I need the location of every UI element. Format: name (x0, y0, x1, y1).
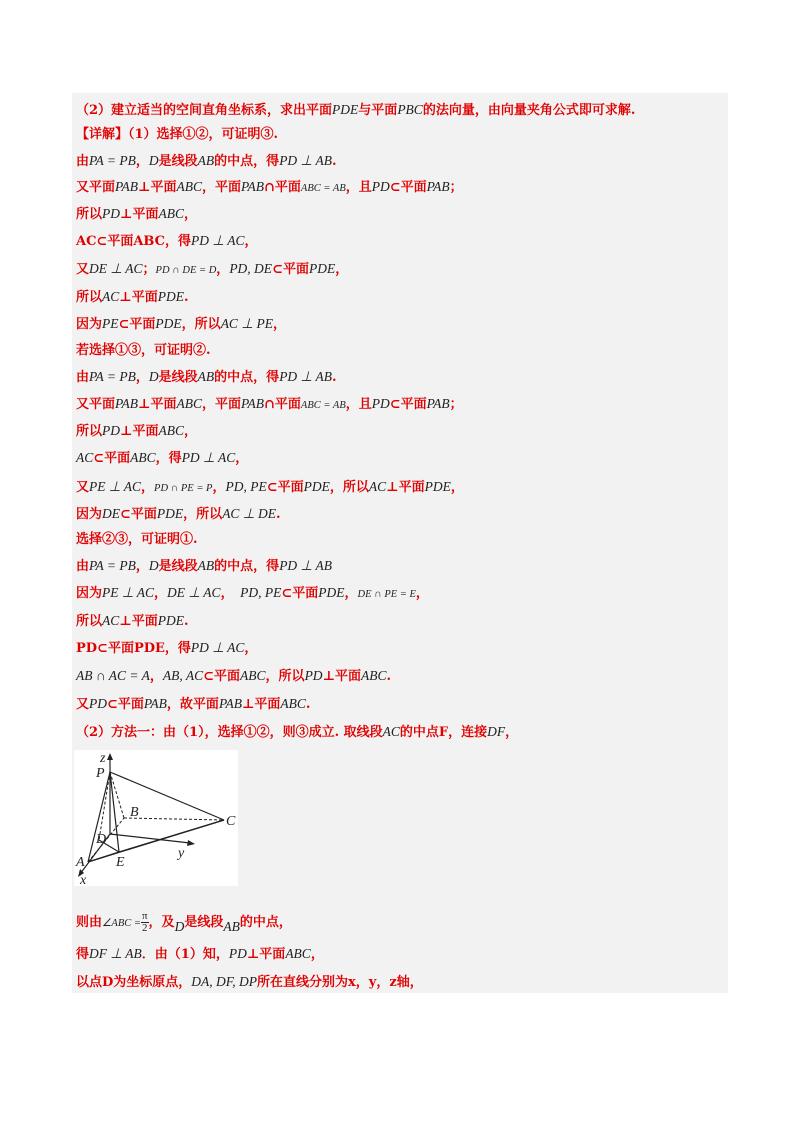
math-expression: PD ⊥ AC (181, 450, 236, 465)
text-segment: ⊂平面 (120, 507, 157, 522)
math-expression: AC ⊥ DE (222, 506, 276, 521)
tetrahedron-figure (74, 750, 238, 886)
text-segment: 以点D为坐标原点， (76, 975, 192, 990)
text-segment: 又 (76, 697, 90, 712)
label-A: A (76, 855, 85, 870)
math-expression: DE ⊥ AC (167, 585, 221, 600)
text-segment: 是线段 (158, 370, 198, 385)
math-expression: PDE (318, 585, 345, 600)
math-expression: PD ⊥ AC (191, 233, 245, 248)
math-expression: AB (197, 153, 215, 168)
text-segment: ⊂平面 (272, 262, 309, 277)
text-segment: ⊥平面 (120, 424, 159, 439)
math-expression: PD ⊥ AB (279, 558, 332, 573)
math-expression: AC (76, 450, 94, 465)
math-expression: PD (89, 696, 108, 711)
text-segment: ⊂平面 (107, 697, 144, 712)
text-segment: ，所以 (329, 480, 369, 495)
text-segment: ， (335, 262, 349, 277)
math-expression: ABC (130, 450, 156, 465)
text-segment: 所以 (76, 614, 103, 629)
text-segment: . (386, 669, 392, 684)
math-expression: PD (371, 179, 390, 194)
text-line (76, 691, 310, 717)
text-line (76, 284, 189, 310)
math-expression: DE (102, 506, 121, 521)
text-segment: 则由 (76, 915, 103, 930)
text-segment: ∩平面 (264, 397, 301, 412)
text-segment: ，且 (345, 180, 372, 195)
math-expression: DE ⊥ AC (89, 261, 143, 276)
text-segment: ， (154, 586, 168, 601)
math-expression: PD ∩ PE = P (154, 483, 213, 494)
math-expression: PD ⊥ AC (190, 640, 245, 655)
text-segment: ， (184, 424, 198, 439)
text-segment: ⊂平面 (389, 180, 427, 195)
fraction-numerator: π (141, 910, 148, 922)
math-expression: D (148, 369, 159, 384)
text-line (76, 608, 189, 634)
math-expression: DF ⊥ AB (89, 946, 142, 961)
text-segment: 【详解】（1）选择①②，可证明③. (76, 127, 279, 142)
text-line (76, 906, 292, 938)
edge-PE (110, 772, 119, 852)
text-segment: . (184, 614, 189, 629)
text-segment: ∩平面 (264, 180, 301, 195)
math-expression: PDE (303, 479, 330, 494)
text-line (76, 256, 348, 282)
label-E: E (116, 855, 125, 870)
text-line (76, 474, 464, 500)
math-expression: AB (197, 558, 215, 573)
math-expression: PA = PB (89, 153, 136, 168)
text-line (76, 445, 248, 471)
text-segment: ，及 (148, 915, 175, 930)
math-expression: AB ∩ AC = A (76, 668, 150, 683)
text-segment: 所以 (76, 424, 103, 439)
text-segment: 又 (76, 262, 90, 277)
text-segment: ⊂平面 (389, 397, 427, 412)
fraction (141, 911, 149, 934)
text-segment: ， (415, 586, 429, 601)
math-expression: AB (197, 369, 215, 384)
text-segment: 又平面 (76, 180, 116, 195)
math-expression: D (148, 153, 159, 168)
text-segment: ， (505, 725, 519, 740)
text-line (76, 338, 211, 364)
math-expression: AC (102, 289, 120, 304)
math-expression: PD (228, 946, 247, 961)
text-segment: ，所以 (183, 507, 223, 522)
math-expression: PE ⊥ AC (102, 585, 155, 600)
math-expression: PD ⊥ AB (279, 369, 332, 384)
text-segment: . (275, 507, 281, 522)
text-segment: 因为 (76, 317, 103, 332)
text-segment: 的中点F，连接 (399, 725, 488, 740)
math-expression: PDE (157, 289, 185, 304)
math-expression: PAB (426, 179, 450, 194)
text-line (76, 97, 635, 123)
text-segment: ⊥平面 (138, 397, 177, 412)
text-line (76, 719, 518, 745)
text-segment: . (331, 370, 337, 385)
math-expression: AC (102, 613, 120, 628)
label-D: D (96, 832, 107, 847)
edge-PC (110, 772, 224, 820)
text-segment: AC⊂平面ABC，得 (76, 234, 191, 249)
text-segment: 若选择①③，可证明②. (76, 343, 211, 358)
text-segment: ⊥平面 (119, 290, 158, 305)
text-segment: . (305, 697, 311, 712)
text-segment: ，故平面 (166, 697, 219, 712)
math-expression: PE (102, 316, 119, 331)
math-expression: PAB (426, 396, 450, 411)
text-line (76, 391, 463, 417)
text-segment: ⊥平面 (138, 180, 177, 195)
label-B: B (130, 805, 139, 820)
math-expression: ABC (158, 423, 184, 438)
math-expression: PD (102, 423, 121, 438)
text-line (76, 501, 280, 527)
math-expression: PA = PB (89, 558, 136, 573)
math-expression: AC (382, 724, 400, 739)
math-expression: PA = PB (89, 369, 136, 384)
math-expression: PAB (143, 696, 167, 711)
text-segment: ⊂平面 (93, 451, 131, 466)
math-expression: PD ∩ DE = D (155, 265, 217, 276)
text-segment: ⊥平面 (322, 669, 362, 684)
text-segment: 是线段 (184, 915, 224, 930)
text-segment: 所以 (76, 207, 103, 222)
text-segment: ， (310, 947, 324, 962)
text-line (76, 553, 332, 579)
text-segment: 是线段 (158, 154, 198, 169)
text-segment: ， (244, 234, 258, 249)
text-segment: 选择②③，可证明①. (76, 532, 198, 547)
label-P: P (96, 766, 105, 781)
math-expression: ABC (176, 396, 202, 411)
math-expression: PAB (115, 396, 139, 411)
math-expression: PDE (332, 102, 359, 117)
math-expression: PD, PE (225, 479, 267, 494)
math-expression: DF (487, 724, 506, 739)
text-line (76, 527, 198, 553)
text-segment: ； (142, 262, 156, 277)
text-line (76, 122, 278, 148)
math-expression: PAB (241, 396, 265, 411)
math-expression: ABC (176, 179, 202, 194)
text-segment: PD⊂平面PDE，得 (76, 641, 191, 656)
text-segment: （2）建立适当的空间直角坐标系，求出平面 (76, 103, 333, 118)
math-expression: PBC (397, 102, 423, 117)
text-segment: ， (141, 480, 155, 495)
math-expression: DA, DF, DP (191, 974, 258, 989)
math-expression: AB (223, 919, 240, 934)
text-segment: 因为 (76, 586, 103, 601)
text-segment: ， (344, 586, 358, 601)
text-segment: 所以 (76, 290, 103, 305)
text-segment: ， (220, 586, 241, 601)
text-segment: 由 (76, 154, 90, 169)
tetrahedron-svg (74, 750, 238, 886)
label-z: z (100, 751, 106, 766)
text-segment: ， (212, 480, 226, 495)
math-expression: AB, AC (162, 668, 204, 683)
text-segment: ，且 (345, 397, 372, 412)
text-segment: 由 (76, 559, 90, 574)
text-line (76, 663, 391, 689)
text-segment: 是线段 (158, 559, 198, 574)
text-segment: 与平面 (358, 103, 398, 118)
math-expression: ABC = AB (300, 400, 346, 411)
z-arrow (107, 753, 113, 760)
math-expression: D (174, 919, 185, 934)
text-line (76, 228, 258, 254)
fraction-denominator: 2 (142, 922, 148, 934)
text-segment: ．由（1）知， (141, 947, 229, 962)
text-segment: 的中点，得 (214, 154, 280, 169)
math-expression: ABC (285, 946, 311, 961)
text-segment: ，得 (155, 451, 182, 466)
text-segment: ⊥平面 (119, 614, 158, 629)
math-expression: PD (304, 668, 323, 683)
label-x: x (80, 873, 87, 886)
text-segment: ， (244, 641, 258, 656)
math-expression: ABC (280, 696, 306, 711)
math-expression: PDE (424, 479, 451, 494)
text-line (76, 580, 429, 606)
edge-EC (119, 820, 224, 852)
text-segment: （2）方法一：由（1），选择①②，则③成立. 取线段 (76, 725, 383, 740)
text-segment: ， (184, 207, 198, 222)
text-segment: ， (235, 451, 249, 466)
text-line (76, 635, 257, 661)
math-expression: DE ∩ PE = E (357, 589, 416, 600)
math-expression: AC ⊥ PE (220, 316, 273, 331)
text-segment: 的中点，得 (214, 370, 280, 385)
text-segment: . (184, 290, 189, 305)
math-expression: PAB (218, 696, 242, 711)
edge-BC (124, 818, 224, 820)
text-segment: 得 (76, 947, 90, 962)
text-line (76, 969, 423, 995)
text-segment: ； (449, 397, 463, 412)
label-y: y (178, 846, 185, 861)
math-expression: PAB (241, 179, 265, 194)
math-expression: PD, PE (240, 585, 282, 600)
y-arrow (187, 840, 195, 846)
text-segment: ，所以 (265, 669, 305, 684)
text-segment: ，平面 (202, 397, 242, 412)
text-segment: 又 (76, 480, 90, 495)
text-line (76, 148, 336, 174)
text-segment: ， (135, 154, 149, 169)
text-segment: ， (135, 370, 149, 385)
edge-PD (99, 772, 110, 840)
text-segment: ； (449, 180, 463, 195)
text-line (76, 941, 324, 967)
text-segment: ⊂平面 (281, 586, 319, 601)
math-expression: AC (368, 479, 387, 494)
text-segment: 所在直线分别为x，y，z轴， (257, 975, 423, 990)
math-expression: ABC (240, 668, 266, 683)
math-expression: PDE (308, 261, 336, 276)
math-expression: PDE (157, 613, 185, 628)
math-expression: PD ⊥ AB (279, 153, 332, 168)
text-segment: 的中点，得 (214, 559, 280, 574)
label-C: C (226, 814, 236, 829)
math-expression: PD, DE (229, 261, 273, 276)
text-segment: ， (272, 317, 286, 332)
math-expression: PAB (115, 179, 139, 194)
text-line (76, 311, 286, 337)
text-segment: 由 (76, 370, 90, 385)
text-segment: ，所以 (181, 317, 221, 332)
text-segment: ⊥平面 (120, 207, 159, 222)
math-expression: PE ⊥ AC (89, 479, 142, 494)
math-expression: PDE (156, 506, 184, 521)
text-segment: ⊥平面 (241, 697, 281, 712)
math-expression: PD (102, 206, 121, 221)
text-segment: ⊥平面 (246, 947, 286, 962)
math-expression: ABC = AB (300, 183, 346, 194)
text-segment: ⊂平面 (266, 480, 304, 495)
text-line (76, 418, 197, 444)
text-segment: ⊂平面 (203, 669, 241, 684)
text-segment: 又平面 (76, 397, 116, 412)
math-expression: D (148, 558, 159, 573)
math-expression: ABC (361, 668, 387, 683)
text-segment: ， (216, 262, 230, 277)
text-segment: . (331, 154, 337, 169)
text-line (76, 174, 463, 200)
text-segment: ， (450, 480, 464, 495)
text-line (76, 364, 336, 390)
text-segment: ⊥平面 (386, 480, 425, 495)
text-segment: 的法向量，由向量夹角公式即可求解. (422, 103, 636, 118)
math-expression: ∠ABC = (102, 918, 141, 929)
text-line (76, 201, 197, 227)
text-segment: 因为 (76, 507, 103, 522)
text-segment: ，平面 (202, 180, 242, 195)
text-segment: ， (135, 559, 149, 574)
math-expression: PD (371, 396, 390, 411)
text-segment: 的中点， (239, 915, 292, 930)
math-expression: ABC (158, 206, 184, 221)
text-segment: ， (149, 669, 163, 684)
math-expression: PDE (155, 316, 182, 331)
text-segment: ⊂平面 (118, 317, 156, 332)
y-axis (110, 834, 190, 843)
